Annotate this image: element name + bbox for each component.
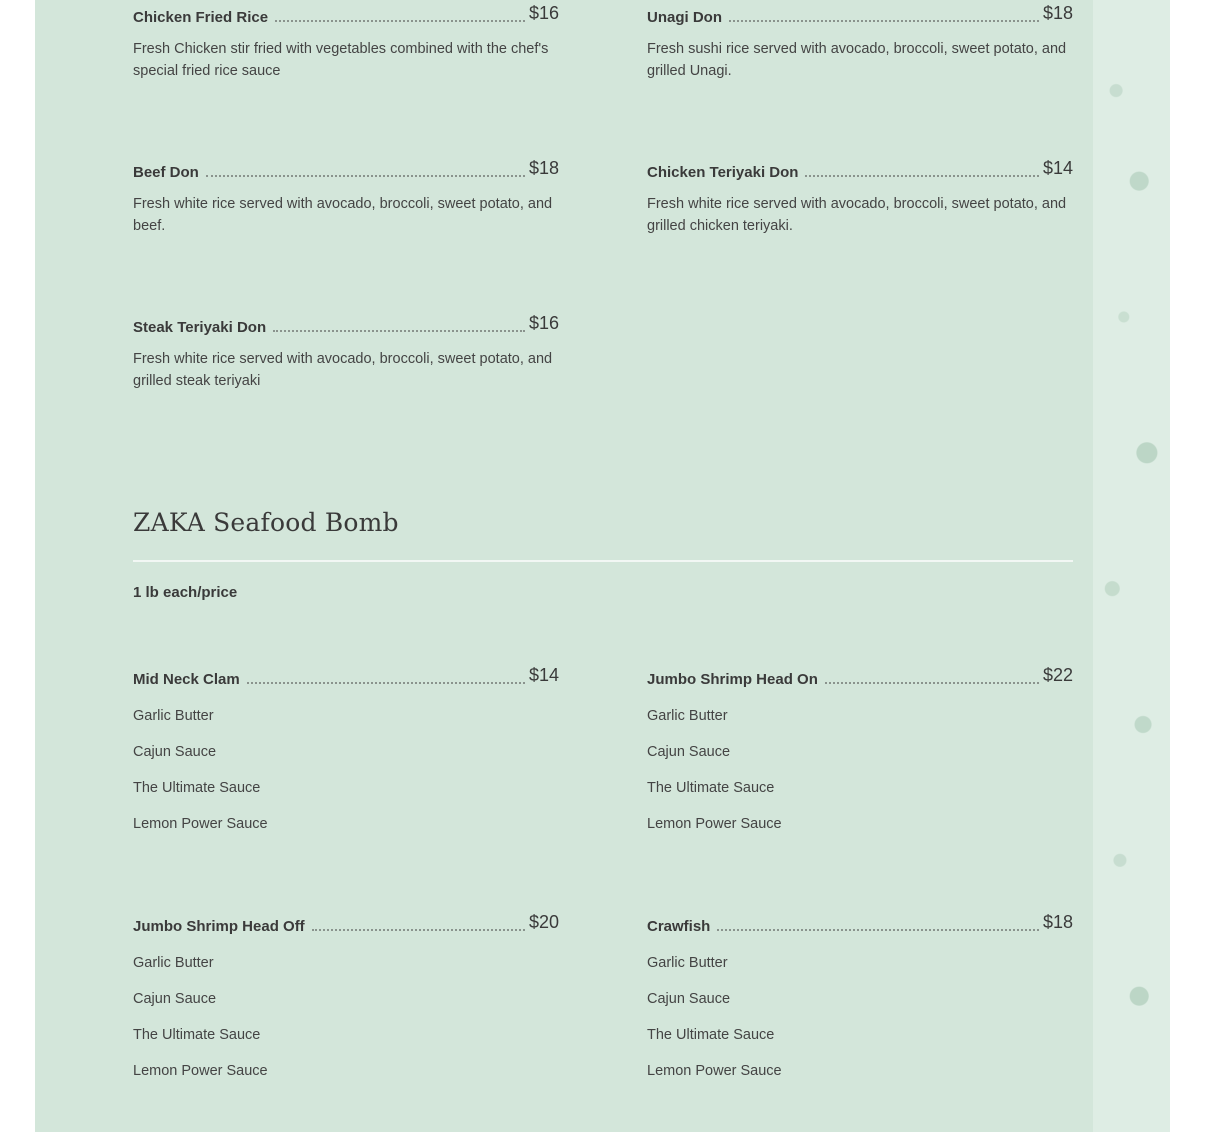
dot-leader: [206, 175, 525, 177]
sauce-option: Lemon Power Sauce: [133, 816, 268, 832]
dot-leader: [805, 175, 1039, 177]
item-description: Fresh Chicken stir fried with vegetables combined with the chef's special fried rice sauce: [133, 41, 549, 79]
dot-leader: [275, 20, 525, 22]
item-description: Fresh white rice served with avocado, broccoli, sweet potato, and beef.: [133, 196, 553, 234]
sauce-option: Garlic Butter: [133, 708, 214, 724]
section-title: ZAKA Seafood Bomb: [133, 508, 399, 537]
menu-item: [133, 913, 559, 1097]
sauce-option: Lemon Power Sauce: [647, 816, 782, 832]
item-price: $20: [528, 912, 559, 932]
dot-leader: [273, 330, 525, 332]
item-price: $16: [528, 313, 559, 333]
sauce-option: Cajun Sauce: [133, 744, 217, 760]
dot-leader: [247, 682, 525, 684]
sauce-option: Lemon Power Sauce: [133, 1063, 268, 1079]
sauce-option: Garlic Butter: [647, 708, 728, 724]
decorative-texture: [1093, 0, 1170, 1132]
dot-leader: [717, 929, 1039, 931]
menu-item: [133, 314, 559, 392]
sauce-option: Cajun Sauce: [133, 991, 217, 1007]
item-name: Chicken Fried Rice: [133, 9, 269, 26]
dot-leader: [825, 682, 1039, 684]
menu-item: [647, 159, 1073, 237]
sauce-list: [647, 706, 1073, 850]
sauce-option: Garlic Butter: [647, 955, 728, 971]
item-price: $14: [528, 665, 559, 685]
item-price: $18: [1042, 3, 1073, 23]
menu-item: [647, 4, 1073, 82]
item-price: $22: [1042, 665, 1073, 685]
item-price: $16: [528, 3, 559, 23]
sauce-option: The Ultimate Sauce: [647, 780, 775, 796]
dot-leader: [312, 929, 525, 931]
sauce-option: The Ultimate Sauce: [133, 780, 261, 796]
sauce-option: The Ultimate Sauce: [647, 1027, 775, 1043]
menu-item: [647, 666, 1073, 850]
menu-item: [133, 159, 559, 237]
sauce-list: [133, 706, 559, 850]
item-name: Crawfish: [647, 918, 711, 935]
section-divider: [133, 560, 1073, 562]
sauce-option: Garlic Butter: [133, 955, 214, 971]
item-description: Fresh white rice served with avocado, broccoli, sweet potato, and grilled steak teriyaki: [133, 351, 553, 389]
menu-page: [35, 0, 1170, 1132]
sauce-list: [133, 953, 559, 1097]
menu-item: [133, 4, 559, 82]
sauce-option: The Ultimate Sauce: [133, 1027, 261, 1043]
menu-item: [647, 913, 1073, 1097]
item-name: Mid Neck Clam: [133, 671, 240, 688]
menu-item: [133, 666, 559, 850]
sauce-option: Lemon Power Sauce: [647, 1063, 782, 1079]
item-description: Fresh white rice served with avocado, broccoli, sweet potato, and grilled chicken teriyaki.: [647, 196, 1067, 234]
item-price: $18: [528, 158, 559, 178]
sauce-list: [647, 953, 1073, 1097]
item-name: Jumbo Shrimp Head On: [647, 671, 818, 688]
item-price: $14: [1042, 158, 1073, 178]
item-name: Unagi Don: [647, 9, 722, 26]
item-name: Chicken Teriyaki Don: [647, 164, 799, 181]
item-name: Beef Don: [133, 164, 199, 181]
section-subtitle: 1 lb each/price: [133, 584, 238, 601]
sauce-option: Cajun Sauce: [647, 744, 731, 760]
sauce-option: Cajun Sauce: [647, 991, 731, 1007]
dot-leader: [729, 20, 1039, 22]
item-description: Fresh sushi rice served with avocado, broccoli, sweet potato, and grilled Unagi.: [647, 41, 1067, 79]
item-name: Steak Teriyaki Don: [133, 319, 267, 336]
item-name: Jumbo Shrimp Head Off: [133, 918, 305, 935]
item-price: $18: [1042, 912, 1073, 932]
